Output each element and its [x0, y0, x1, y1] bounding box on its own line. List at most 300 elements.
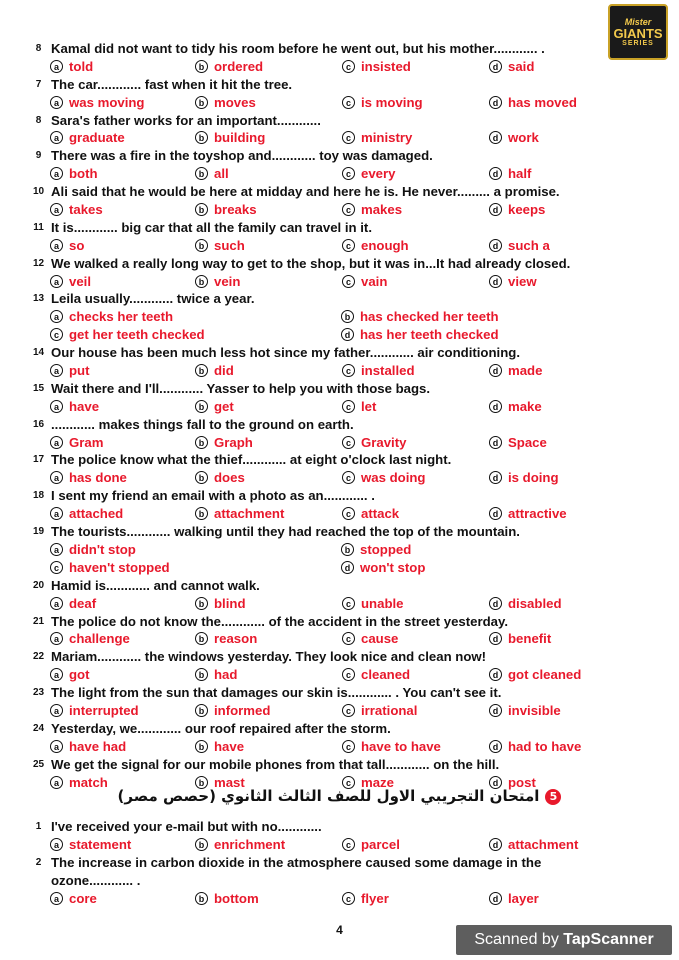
answer-option[interactable] [50, 165, 98, 183]
answer-option[interactable] [50, 541, 136, 559]
option-text: won't stop [360, 559, 426, 575]
answer-option[interactable] [50, 890, 97, 908]
answer-option[interactable] [342, 362, 415, 380]
option-text: such [214, 237, 245, 253]
answer-option[interactable] [489, 890, 539, 908]
answer-option[interactable] [50, 630, 130, 648]
answer-option[interactable] [195, 630, 257, 648]
options-row [34, 469, 644, 487]
option-text: reason [214, 631, 258, 647]
answer-option[interactable] [50, 237, 84, 255]
question-text: It is............ big car that all the family can travel in it. [51, 219, 372, 235]
answer-option[interactable] [342, 398, 376, 416]
option-letter-d: d [489, 776, 502, 789]
answer-option[interactable] [489, 702, 561, 720]
question-text: We get the signal for our mobile phones from that tall............ on the hill. [51, 756, 500, 772]
option-letter-c: c [342, 597, 355, 610]
answer-option[interactable] [50, 58, 93, 76]
option-letter-d: d [489, 436, 502, 449]
logo-line-3: SERIES [622, 40, 654, 47]
option-letter-b: b [195, 668, 208, 681]
option-letter-d: d [489, 167, 502, 180]
option-letter-b: b [195, 838, 208, 851]
option-letter-c: c [342, 239, 355, 252]
question-row [34, 720, 644, 738]
option-letter-c: c [342, 364, 355, 377]
answer-option[interactable] [195, 702, 270, 720]
answer-option[interactable] [195, 201, 257, 219]
option-text: ordered [214, 58, 264, 74]
option-text: moves [214, 94, 256, 110]
answer-option[interactable] [195, 469, 245, 487]
answer-option[interactable] [342, 129, 412, 147]
answer-option[interactable] [195, 362, 234, 380]
option-letter-b: b [195, 203, 208, 216]
option-text: has checked her teeth [360, 309, 499, 325]
option-text: half [508, 166, 532, 182]
option-letter-a: a [50, 310, 63, 323]
answer-option[interactable] [342, 666, 410, 684]
option-text: made [508, 363, 543, 379]
option-letter-c: c [50, 561, 63, 574]
option-text: said [508, 58, 535, 74]
option-letter-b: b [195, 131, 208, 144]
question-text: Sara's father works for an important............ [51, 112, 321, 128]
option-letter-b: b [195, 400, 208, 413]
answer-option[interactable] [50, 362, 90, 380]
option-letter-a: a [50, 838, 63, 851]
option-letter-a: a [50, 364, 63, 377]
question-number: 12 [32, 257, 45, 269]
answer-option[interactable] [50, 129, 125, 147]
option-letter-a: a [50, 704, 63, 717]
answer-option[interactable] [342, 273, 387, 291]
option-text: cause [361, 631, 399, 647]
answer-option[interactable] [342, 890, 389, 908]
option-text: Gravity [361, 434, 407, 450]
option-letter-c: c [342, 892, 355, 905]
answer-option[interactable] [342, 58, 411, 76]
option-letter-b: b [195, 471, 208, 484]
option-text: is doing [508, 470, 559, 486]
option-text: parcel [361, 836, 400, 852]
option-text: statement [69, 836, 132, 852]
question-row [34, 818, 644, 836]
question-text-continued [34, 872, 644, 890]
option-letter-d: d [489, 239, 502, 252]
answer-option[interactable] [50, 559, 170, 577]
option-letter-c: c [342, 400, 355, 413]
option-letter-d: d [489, 400, 502, 413]
option-text: Gram [69, 434, 104, 450]
question-text: There was a fire in the toyshop and............ toy was damaged. [51, 148, 433, 164]
option-letter-a: a [50, 543, 63, 556]
answer-option[interactable] [195, 129, 265, 147]
option-text: Graph [214, 434, 253, 450]
option-text: flyer [361, 890, 389, 906]
question-text: Hamid is............ and cannot walk. [51, 577, 260, 593]
option-letter-d: d [489, 740, 502, 753]
answer-option[interactable] [50, 738, 126, 756]
question-row [34, 255, 644, 273]
option-letter-c: c [342, 203, 355, 216]
option-text: keeps [508, 202, 546, 218]
logo-line-1: Mister [624, 17, 652, 27]
question-text: Our house has been much less hot since my father............ air conditioning. [51, 345, 520, 361]
answer-option[interactable] [50, 273, 91, 291]
option-letter-b: b [195, 167, 208, 180]
option-letter-b: b [341, 310, 354, 323]
option-text: unable [361, 595, 404, 611]
question-text: The car............ fast when it hit the tree. [51, 76, 293, 92]
question-number: 8 [35, 114, 42, 126]
scanner-watermark [456, 925, 672, 955]
option-text: layer [508, 890, 539, 906]
answer-option[interactable] [342, 505, 399, 523]
option-text: has moved [508, 94, 577, 110]
option-text: enrichment [214, 836, 286, 852]
question-number: 25 [32, 758, 45, 770]
options-row [34, 559, 644, 577]
option-text: had [214, 667, 238, 683]
option-letter-b: b [195, 60, 208, 73]
question-text: The tourists............ walking until they had reached the top of the mountain. [51, 524, 520, 540]
answer-option[interactable] [50, 434, 103, 452]
answer-option[interactable] [489, 129, 539, 147]
answer-option[interactable] [195, 398, 234, 416]
option-text: such a [508, 237, 550, 253]
answer-option[interactable] [50, 326, 205, 344]
answer-option[interactable] [50, 836, 131, 854]
answer-option[interactable] [342, 738, 441, 756]
option-text: all [214, 166, 229, 182]
answer-option[interactable] [195, 666, 237, 684]
option-letter-c: c [342, 60, 355, 73]
option-letter-b: b [195, 704, 208, 717]
answer-option[interactable] [342, 595, 404, 613]
question-row [34, 344, 644, 362]
answer-option[interactable] [50, 398, 99, 416]
answer-option[interactable] [342, 94, 423, 112]
options-row [34, 702, 644, 720]
option-text: benefit [508, 631, 552, 647]
question-row [34, 648, 644, 666]
question-row [34, 147, 644, 165]
answer-option[interactable] [489, 434, 547, 452]
option-letter-a: a [50, 632, 63, 645]
option-letter-a: a [50, 275, 63, 288]
answer-option[interactable] [341, 326, 499, 344]
option-text: checks her teeth [69, 309, 174, 325]
options-row [34, 362, 644, 380]
question-row [34, 219, 644, 237]
options-row [34, 273, 644, 291]
options-row [34, 505, 644, 523]
answer-option[interactable] [489, 469, 559, 487]
answer-option[interactable] [489, 201, 545, 219]
answer-option[interactable] [489, 595, 562, 613]
answer-option[interactable] [50, 702, 139, 720]
question-number: 9 [35, 150, 42, 162]
answer-option[interactable] [342, 836, 400, 854]
option-text: has done [69, 470, 127, 486]
answer-option[interactable] [195, 595, 246, 613]
answer-option[interactable] [50, 595, 96, 613]
option-letter-a: a [50, 60, 63, 73]
option-text: put [69, 363, 90, 379]
option-letter-c: c [342, 838, 355, 851]
question-number: 18 [32, 490, 45, 502]
option-text: enough [361, 237, 409, 253]
question-text: Leila usually............ twice a year. [51, 291, 255, 307]
options-row [34, 666, 644, 684]
options-row [34, 129, 644, 147]
answer-option[interactable] [342, 702, 417, 720]
answer-option[interactable] [341, 541, 411, 559]
answer-option[interactable] [489, 630, 551, 648]
question-number: 14 [32, 347, 45, 359]
option-text: breaks [214, 202, 257, 218]
option-letter-d: d [489, 632, 502, 645]
answer-option[interactable] [489, 237, 550, 255]
question-text: The police do not know the............ of the accident in the street yesterday. [51, 613, 509, 629]
question-text: Ali said that he would be here at midday and here he is. He never......... a promise. [51, 184, 560, 200]
question-text: Wait there and I'll............ Yasser to help you with those bags. [51, 380, 431, 396]
option-text: attachment [508, 836, 579, 852]
option-text: invisible [508, 702, 561, 718]
options-row [34, 630, 644, 648]
answer-option[interactable] [195, 434, 253, 452]
option-letter-a: a [50, 436, 63, 449]
option-letter-a: a [50, 400, 63, 413]
option-letter-b: b [195, 275, 208, 288]
option-letter-b: b [195, 239, 208, 252]
option-letter-c: c [342, 740, 355, 753]
question-row [34, 76, 644, 94]
option-text: makes [361, 202, 403, 218]
option-text: was doing [361, 470, 426, 486]
option-text: told [69, 58, 94, 74]
option-letter-a: a [50, 892, 63, 905]
option-text: attachment [214, 506, 285, 522]
option-text: was moving [69, 94, 145, 110]
option-letter-d: d [489, 892, 502, 905]
answer-option[interactable] [342, 237, 409, 255]
option-letter-b: b [195, 597, 208, 610]
option-letter-d: d [489, 275, 502, 288]
option-letter-d: d [489, 704, 502, 717]
answer-option[interactable] [50, 469, 127, 487]
question-row [34, 112, 644, 130]
option-letter-c: c [342, 776, 355, 789]
answer-option[interactable] [489, 738, 581, 756]
option-letter-c: c [342, 632, 355, 645]
answer-option[interactable] [50, 505, 123, 523]
answer-option[interactable] [489, 58, 534, 76]
answer-option[interactable] [195, 738, 244, 756]
page-number: 4 [336, 923, 343, 937]
answer-option[interactable] [50, 666, 90, 684]
question-number: 24 [32, 722, 45, 734]
option-text: have [69, 398, 100, 414]
options-row [34, 308, 644, 326]
option-letter-d: d [489, 507, 502, 520]
question-number: 20 [32, 579, 45, 591]
answer-option[interactable] [342, 630, 398, 648]
option-text: vain [361, 273, 388, 289]
option-text: work [508, 130, 539, 146]
answer-option[interactable] [489, 273, 537, 291]
option-text: get her teeth checked [69, 327, 205, 343]
option-text: challenge [69, 631, 130, 647]
option-letter-d: d [489, 131, 502, 144]
question-row [34, 523, 644, 541]
answer-option[interactable] [342, 434, 406, 452]
options-row [34, 836, 644, 854]
option-text: disabled [508, 595, 562, 611]
option-text: haven't stopped [69, 559, 170, 575]
question-number: 1 [35, 821, 42, 832]
question-number: 11 [33, 221, 44, 233]
question-list [34, 40, 644, 791]
option-letter-b: b [195, 892, 208, 905]
option-letter-b: b [341, 543, 354, 556]
option-letter-b: b [195, 776, 208, 789]
question-number: 15 [32, 382, 45, 394]
question-row [34, 487, 644, 505]
option-letter-d: d [341, 561, 354, 574]
option-letter-c: c [342, 167, 355, 180]
answer-option[interactable] [195, 58, 263, 76]
answer-option[interactable] [195, 836, 285, 854]
question-row [34, 684, 644, 702]
answer-option[interactable] [489, 362, 542, 380]
question-number: 7 [35, 78, 42, 90]
option-text: had to have [508, 738, 582, 754]
answer-option[interactable] [489, 94, 577, 112]
answer-option[interactable] [195, 890, 259, 908]
section-title-text: امتحان التجريبي الاول للصف الثالث الثانوي (حصص مصر) [117, 787, 540, 805]
answer-option[interactable] [195, 165, 229, 183]
option-letter-a: a [50, 131, 63, 144]
option-text: informed [214, 702, 271, 718]
option-letter-a: a [50, 668, 63, 681]
answer-option[interactable] [195, 237, 245, 255]
question-row [34, 416, 644, 434]
options-row [34, 541, 644, 559]
answer-option[interactable] [342, 469, 425, 487]
answer-option[interactable] [50, 308, 173, 326]
option-letter-d: d [489, 471, 502, 484]
answer-option[interactable] [489, 505, 567, 523]
option-letter-d: d [489, 364, 502, 377]
option-text: attack [361, 506, 400, 522]
option-text: view [508, 273, 537, 289]
option-text: match [69, 774, 108, 790]
option-letter-b: b [195, 436, 208, 449]
answer-option[interactable] [489, 165, 531, 183]
answer-option[interactable] [341, 559, 425, 577]
section-question-list [34, 818, 644, 907]
option-letter-a: a [50, 471, 63, 484]
option-letter-d: d [489, 203, 502, 216]
question-text: Kamal did not want to tidy his room before he went out, but his mother............ . [51, 41, 545, 56]
option-letter-a: a [50, 507, 63, 520]
question-number: 10 [32, 186, 45, 198]
option-text: let [361, 398, 377, 414]
option-letter-a: a [50, 776, 63, 789]
option-letter-b: b [195, 507, 208, 520]
answer-option[interactable] [50, 94, 144, 112]
option-text: mast [214, 774, 245, 790]
option-text: both [69, 166, 98, 182]
answer-option[interactable] [342, 165, 395, 183]
question-number: 13 [32, 293, 45, 305]
question-row [34, 854, 644, 872]
answer-option[interactable] [50, 201, 103, 219]
option-text: blind [214, 595, 246, 611]
option-text: interrupted [69, 702, 139, 718]
option-letter-c: c [342, 471, 355, 484]
question-text: I sent my friend an email with a photo as an............ . [51, 488, 375, 504]
option-letter-a: a [50, 203, 63, 216]
option-text: got [69, 667, 90, 683]
logo-line-2: GIANTS [613, 26, 663, 41]
question-text: ............ makes things fall to the ground on earth. [51, 416, 354, 432]
answer-option[interactable] [342, 201, 402, 219]
option-text: Space [508, 434, 547, 450]
option-letter-c: c [342, 507, 355, 520]
option-text: maze [361, 774, 394, 790]
option-text: post [508, 774, 536, 790]
answer-option[interactable] [489, 836, 578, 854]
option-letter-b: b [195, 740, 208, 753]
option-letter-b: b [195, 96, 208, 109]
option-text: get [214, 398, 234, 414]
question-number: 22 [32, 651, 45, 663]
option-text: deaf [69, 595, 97, 611]
option-text: insisted [361, 58, 411, 74]
option-letter-d: d [489, 597, 502, 610]
answer-option[interactable] [195, 505, 284, 523]
answer-option[interactable] [489, 666, 581, 684]
option-text: takes [69, 202, 103, 218]
question-row [34, 577, 644, 595]
options-row [34, 434, 644, 452]
option-text: does [214, 470, 245, 486]
question-number: 21 [32, 615, 45, 627]
question-row [34, 380, 644, 398]
option-text: have to have [361, 738, 441, 754]
question-text-line-2: ozone............ . [51, 872, 141, 888]
option-letter-a: a [50, 597, 63, 610]
question-row [34, 451, 644, 469]
question-text: The police know what the thief............ at eight o'clock last night. [51, 452, 452, 468]
option-text: building [214, 130, 266, 146]
options-row [34, 58, 644, 76]
answer-option[interactable] [341, 308, 499, 326]
answer-option[interactable] [195, 273, 240, 291]
options-row [34, 237, 644, 255]
answer-option[interactable] [195, 94, 256, 112]
options-row [34, 94, 644, 112]
option-letter-c: c [342, 704, 355, 717]
answer-option[interactable] [489, 398, 542, 416]
question-text: The light from the sun that damages our skin is............ . You can't see it. [51, 685, 502, 701]
options-row [34, 595, 644, 613]
option-text: has her teeth checked [360, 327, 499, 343]
scanner-brand: TapScanner [563, 931, 654, 948]
